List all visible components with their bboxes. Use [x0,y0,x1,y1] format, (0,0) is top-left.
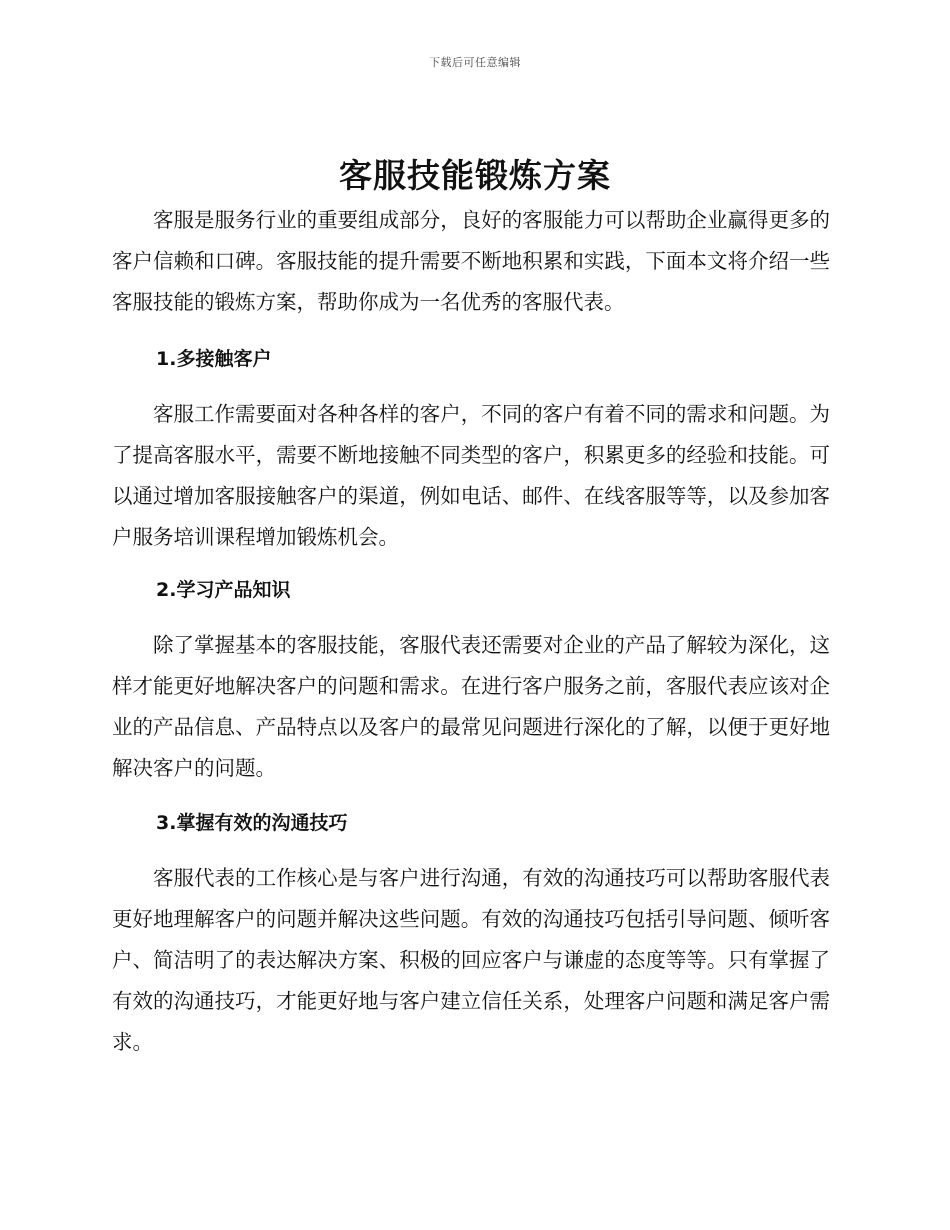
document-body [112,200,830,1063]
section-heading-1: 1.多接触客户 [156,348,272,370]
section-body-2: 除了掌握基本的客服技能，客服代表还需要对企业的产品了解较为深化，这样才能更好地解决客户的问题和需求。在进行客户服务之前，客服代表应该对企业的产品信息、产品特点以及客户的最常见问题进行深化的了解，以便于更好地解决客户的问题。 [112,633,830,780]
section-heading-2: 2.学习产品知识 [156,579,291,601]
section-heading-3: 3.掌握有效的沟通技巧 [156,812,348,834]
section-body-3: 客服代表的工作核心是与客户进行沟通，有效的沟通技巧可以帮助客服代表更好地理解客户的问题并解决这些问题。有效的沟通技巧包括引导问题、倾听客户、简洁明了的表达解决方案、积极的回应客户与谦虚的态度等等。只有掌握了有效的沟通技巧，才能更好地与客户建立信任关系，处理客户问题和满足客户需求。 [112,866,830,1054]
section-body-1: 客服工作需要面对各种各样的客户，不同的客户有着不同的需求和问题。为了提高客服水平，需要不断地接触不同类型的客户，积累更多的经验和技能。可以通过增加客服接触客户的渠道，例如电话、邮件、在线客服等等，以及参加客户服务培训课程增加锻炼机会。 [112,402,830,549]
page-header-note: 下载后可任意编辑 [429,56,521,69]
document-title: 客服技能锻炼方案 [339,156,611,195]
intro-paragraph: 客服是服务行业的重要组成部分，良好的客服能力可以帮助企业赢得更多的客户信赖和口碑。客服技能的提升需要不断地积累和实践，下面本文将介绍一些客服技能的锻炼方案，帮助你成为一名优秀的客服代表。 [112,208,830,314]
